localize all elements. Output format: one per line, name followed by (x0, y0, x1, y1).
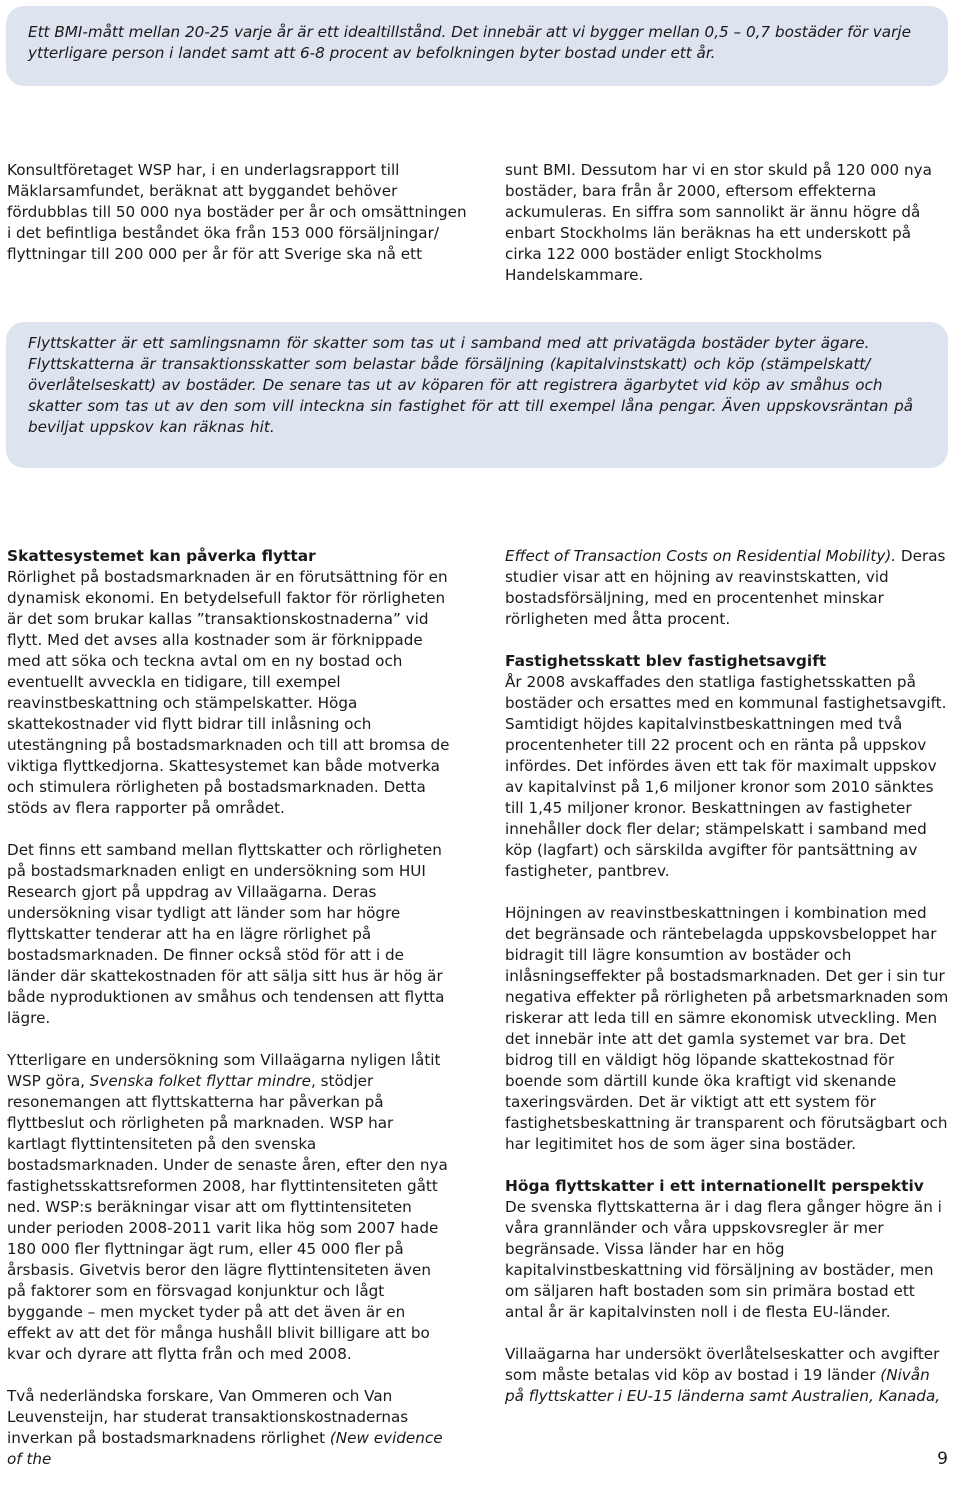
heading-skattesystemet: Skattesystemet kan påverka flyttar (7, 547, 316, 565)
heading-hoga-flyttskatter: Höga flyttskatter i ett internationellt perspektiv (505, 1177, 924, 1195)
paper-title-italic: (New evidence of the (7, 1429, 443, 1468)
intro-paragraph-right: sunt BMI. Dessutom har vi en stor skuld på 120 000 nya bostäder, bara från år 2000, eftersom effekterna ackumuleras. En siffra som sannolikt är ännu högre då enbart Stockholms län beräknas ha ett underskott på cirka 122 000 bostäder enligt Stockholms Handelskammare. (505, 161, 932, 284)
paragraph-left-3 (7, 1050, 453, 1365)
paragraph-right-1 (505, 546, 951, 630)
paragraph-right-5-start: Villaägarna har undersökt överlåtelseskatter och avgifter som måste betalas vid köp av bostad i 19 länder (505, 1345, 940, 1384)
paragraph-left-1: Rörlighet på bostadsmarknaden är en förutsättning för en dynamisk ekonomi. En betydelsefull faktor för rörligheten är det som brukar kallas ”transaktionskostnaderna” vid flytt. Med det avses alla kostnader som är förknippade med att söka och teckna avtal om en ny bostad och eventuellt avveckla en tidigare, till exempel reavinstbeskattning och stämpelskatter. Höga skattekostnader vid flytt bidrar till inlåsning och utestängning på bostadsmarknaden och till att bromsa de viktiga flyttkedjorna. Skattesystemet kan både motverka och stimulera rörligheten på bostadsmarknaden. Detta stöds av flera rapporter på området. (7, 568, 450, 817)
body-column-left (7, 546, 453, 1470)
paragraph-left-3-end: , stödjer resonemangen att flyttskatterna har påverkan på flyttbeslut och rörligheten på marknaden. WSP har kartlagt flyttintensiteten på den svenska bostadsmarknaden. Under de senaste åren, efter den nya fastighetsskattsreformen 2008, har flyttintensiteten gått ned. WSP:s beräkningar visar att om flyttintensiteten under perioden 2008-2011 varit lika hög som 2007 hade 180 000 fler flyttningar ägt rum, eller 45 000 fler på årsbasis. Givetvis beror den lägre flyttintensiteten även på faktorer som en försvagad konjunktur och lågt byggande – men mycket tyder på att det även är en effekt av att det för många hushåll blivit billigare att bo kvar och dyrare att flytta från och med 2008. (7, 1072, 448, 1363)
intro-column-left (7, 160, 472, 265)
paragraph-right-1-rest: Deras studier visar att en höjning av reavinstskatten, vid bostadsförsäljning, med en procentenhet minskar rörligheten med åtta procent. (505, 547, 946, 628)
report-title-eu15: (Nivån på flyttskatter i EU-15 länderna samt Australien, Kanada, (505, 1366, 941, 1405)
heading-fastighetsskatt: Fastighetsskatt blev fastighetsavgift (505, 652, 827, 670)
paragraph-right-4: De svenska flyttskatterna är i dag flera gånger högre än i våra grannländer och våra uppskovsregler är mer begränsade. Vissa länder har en hög kapitalvinstbeskattning vid försäljning av bostäder, men om säljaren haft bostaden som sin primära bostad ett antal år är kapitalvinsten noll i de flesta EU-länder. (505, 1198, 942, 1321)
paragraph-left-3-start: Ytterligare en undersökning som Villaägarna nyligen låtit WSP göra, (7, 1051, 441, 1090)
intro-paragraph-left: Konsultföretaget WSP har, i en underlagsrapport till Mäklarsamfundet, beräknat att byggandet behöver fördubblas till 50 000 nya bostäder per år och omsättningen i det befintliga beståndet öka från 153 000 försäljningar/ flyttningar till 200 000 per år för att Sverige ska nå ett (7, 161, 467, 263)
callout-text-top: Ett BMI-mått mellan 20-25 varje år är ett idealtillstånd. Det innebär att vi bygger mellan 0,5 – 0,7 bostäder för varje ytterligare person i landet samt att 6-8 procent av befolkningen byter bostad under ett år. (28, 23, 911, 62)
report-title-italic: Svenska folket flyttar mindre (89, 1072, 311, 1090)
paragraph-left-2: Det finns ett samband mellan flyttskatter och rörligheten på bostadsmarknaden enligt en undersökning som HUI Research gjort på uppdrag av Villaägarna. Deras undersökning visar tydligt att länder som har högre flyttskatter tenderar att ha en lägre rörlighet på bostadsmarknaden. De finner också stöd för att i de länder där skattekostnaden för att sälja sitt hus är hög är både nyproduktionen av småhus och tendensen att flytta lägre. (7, 841, 445, 1027)
paragraph-left-4 (7, 1386, 453, 1470)
intro-column-right (505, 160, 952, 286)
page-number: 9 (937, 1449, 948, 1469)
paragraph-right-5 (505, 1344, 951, 1407)
callout-text-middle: Flyttskatter är ett samlingsnamn för skatter som tas ut i samband med att privatägda bostäder byter ägare. Flyttskatterna är transaktionsskatter som belastar både försäljning (kapitalvinstskatt) och köp (stämpelskatt/överlåtelseskatt) av bostäder. De senare tas ut av köparen för att registrera ägarbytet vid köp av småhus och skatter som tas ut av den som vill inteckna sin fastighet för att till exempel låna pengar. Även uppskovsräntan på beviljat uppskov kan räknas hit. (28, 334, 914, 436)
callout-box-top (6, 6, 948, 86)
paragraph-right-3: Höjningen av reavinstbeskattningen i kombination med det begränsade och räntebelagda uppskovsbeloppet har bidragit till lägre konsumtion av bostäder och inlåsningseffekter på bostadsmarknaden. Det ger i sin tur negativa effekter på rörligheten på arbetsmarknaden som riskerar att leda till en sämre ekonomisk utveckling. Men det innebär inte att det gamla systemet var bra. Det bidrog till en väldigt hög löpande skattekostnad för boende som därtill kunde öka kraftigt vid skenande taxeringsvärden. Det är viktigt att ett system för fastighetsbeskattning är transparent och förutsägbart och har legitimitet hos de som äger sina bostäder. (505, 904, 949, 1153)
paragraph-left-4-start: Två nederländska forskare, Van Ommeren och Van Leuvensteijn, har studerat transaktionskostnadernas inverkan på bostadsmarknadens rörlighet (7, 1387, 409, 1447)
body-column-right (505, 546, 951, 1407)
paragraph-right-2: År 2008 avskaffades den statliga fastighetsskatten på bostäder och ersattes med en kommunal fastighetsavgift. Samtidigt höjdes kapitalvinstbeskattningen med två procentenheter till 22 procent och en ränta på uppskov infördes. Det infördes även ett tak för maximalt uppskov av kapitalvinst på 1,6 miljoner kronor som 2010 sänktes till 1,45 miljoner kronor. Beskattningen av fastigheter innehåller dock fler delar; stämpelskatt i samband med köp (lagfart) och särskilda avgifter för pantsättning av fastigheter, pantbrev. (505, 673, 947, 880)
paper-title-continued: Effect of Transaction Costs on Residential Mobility). (505, 547, 897, 565)
callout-box-middle (6, 322, 948, 468)
